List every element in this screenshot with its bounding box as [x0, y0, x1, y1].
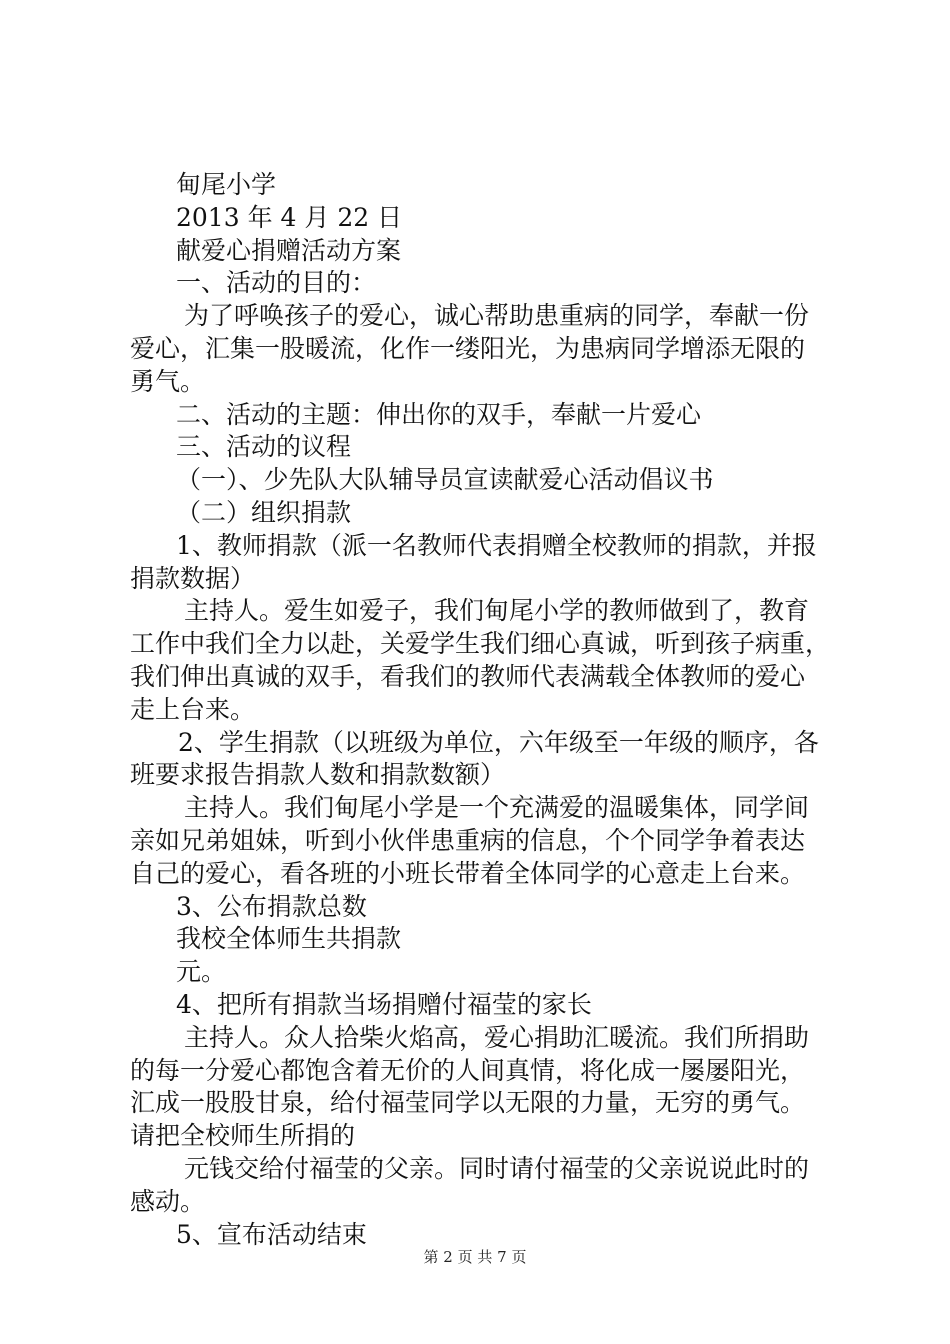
paragraph-line: 为了呼唤孩子的爱心，诚心帮助患重病的同学，奉献一份 — [184, 301, 810, 331]
document-title: 献爱心捐赠活动方案 — [176, 235, 402, 265]
paragraph-line: 勇气。 — [130, 366, 206, 396]
paragraph-line: 1、教师捐款（派一名教师代表捐赠全校教师的捐款，并报 — [176, 530, 817, 560]
paragraph-line: 班要求报告捐款人数和捐款数额） — [130, 760, 506, 790]
agenda-item-2: （二）组织捐款 — [176, 497, 352, 527]
paragraph-line: 主持人。众人拾柴火焰高，爱心捐助汇暖流。我们所捐助 — [184, 1022, 810, 1052]
document-body — [130, 169, 830, 1251]
section-heading-agenda: 三、活动的议程 — [176, 432, 352, 462]
paragraph-line: 我们伸出真诚的双手，看我们的教师代表满载全体教师的爱心 — [130, 661, 806, 691]
paragraph-line: 我校全体师生共捐款 — [176, 924, 402, 954]
paragraph-line: 主持人。爱生如爱子，我们甸尾小学的教师做到了，教育 — [184, 596, 810, 626]
paragraph-line: 4、把所有捐款当场捐赠付福莹的家长 — [176, 989, 592, 1019]
paragraph-line: 3、公布捐款总数 — [176, 891, 367, 921]
paragraph-line: 亲如兄弟姐妹，听到小伙伴患重病的信息，个个同学争着表达 — [130, 825, 806, 855]
paragraph-line: 请把全校师生所捐的 — [130, 1121, 356, 1151]
paragraph-line: 5、宣布活动结束 — [176, 1219, 367, 1249]
paragraph-line: 的每一分爱心都饱含着无价的人间真情，将化成一屡屡阳光， — [130, 1055, 806, 1085]
paragraph-line: 元钱交给付福莹的父亲。同时请付福莹的父亲说说此时的 — [184, 1153, 810, 1183]
paragraph-line: 感动。 — [130, 1186, 206, 1216]
paragraph-line: 主持人。我们甸尾小学是一个充满爱的温暖集体，同学间 — [184, 793, 810, 823]
section-heading-purpose: 一、活动的目的： — [176, 268, 377, 298]
school-name: 甸尾小学 — [176, 170, 277, 199]
paragraph-line: 元。 — [176, 957, 227, 987]
paragraph-line: 汇成一股股甘泉，给付福莹同学以无限的力量，无穷的勇气。 — [130, 1088, 806, 1118]
paragraph-line: 工作中我们全力以赴，关爱学生我们细心真诚，听到孩子病重， — [130, 629, 831, 659]
paragraph-line: 爱心，汇集一股暖流，化作一缕阳光，为患病同学增添无限的 — [130, 333, 806, 363]
paragraph-line: 捐款数据） — [130, 563, 256, 593]
page-number-footer: 第 2 页 共 7 页 — [423, 1248, 527, 1266]
document-date: 2013 年 4 月 22 日 — [176, 202, 403, 232]
paragraph-line: 2、学生捐款（以班级为单位，六年级至一年级的顺序，各 — [178, 727, 819, 757]
paragraph-line: 自己的爱心，看各班的小班长带着全体同学的心意走上台来。 — [130, 858, 806, 888]
agenda-item-1: （一）、少先队大队辅导员宣读献爱心活动倡议书 — [176, 465, 714, 495]
section-heading-theme: 二、活动的主题：伸出你的双手，奉献一片爱心 — [176, 399, 702, 429]
paragraph-line: 走上台来。 — [130, 694, 256, 724]
